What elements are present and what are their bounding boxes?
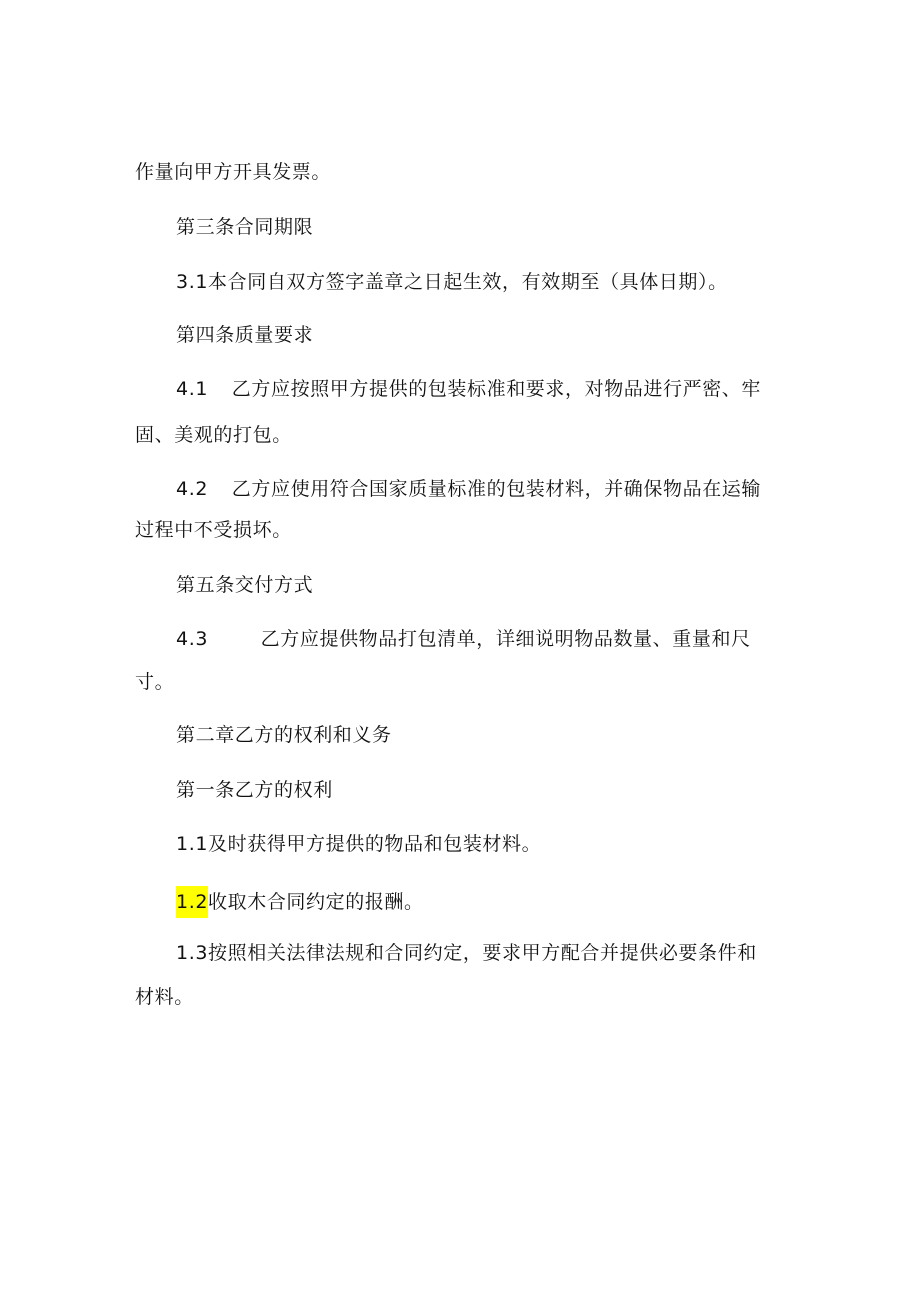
paragraph-line: 材料。 — [135, 986, 194, 1008]
clause-text: 乙方应提供物品打包清单，详细说明物品数量、重量和尺 — [260, 628, 751, 650]
chapter-heading: 第二章乙方的权利和义务 — [176, 724, 392, 746]
clause-number: 4.1 — [176, 378, 209, 400]
paragraph-line: 固、美观的打包。 — [135, 424, 292, 446]
section-heading: 第三条合同期限 — [176, 216, 314, 238]
section-heading: 第五条交付方式 — [176, 574, 314, 596]
clause-4-1 — [176, 377, 761, 401]
section-heading: 第四条质量要求 — [176, 324, 314, 346]
paragraph-line: 3.1本合同自双方签字盖章之日起生效，有效期至（具体日期）。 — [176, 271, 728, 293]
highlighted-clause-number: 1.2 — [176, 886, 208, 918]
clause-text: 乙方应使用符合国家质量标准的包装材料，并确保物品在运输 — [231, 478, 761, 500]
paragraph-line: 1.1及时获得甲方提供的物品和包装材料。 — [176, 833, 542, 855]
paragraph-line: 作量向甲方开具发票。 — [135, 161, 332, 183]
clause-4-2 — [176, 477, 761, 501]
clause-4-3 — [176, 627, 751, 651]
clause-text: 乙方应按照甲方提供的包装标准和要求，对物品进行严密、牢 — [231, 378, 761, 400]
section-heading: 第一条乙方的权利 — [176, 779, 333, 801]
paragraph-line: 寸。 — [135, 671, 175, 693]
clause-1-2 — [176, 886, 424, 918]
clause-text: 收取木合同约定的报酬。 — [208, 891, 424, 913]
clause-number: 4.2 — [176, 478, 209, 500]
paragraph-line: 过程中不受损坏。 — [135, 519, 292, 541]
clause-number: 4.3 — [176, 628, 209, 650]
paragraph-line: 1.3按照相关法律法规和合同约定，要求甲方配合并提供必要条件和 — [176, 942, 757, 964]
